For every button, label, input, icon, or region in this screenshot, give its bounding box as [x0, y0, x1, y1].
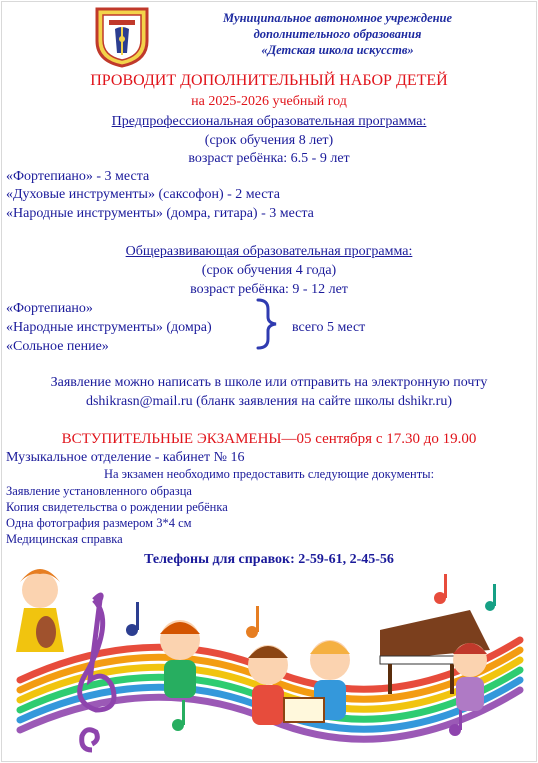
program2-item: «Сольное пение» — [6, 339, 109, 354]
docs-title: На экзамен необходимо предоставить следующие документы: — [103, 467, 435, 481]
header-line-3: «Детская школа искусств» — [261, 43, 414, 57]
program2-age: возраст ребёнка: 9 - 12 лет — [190, 282, 348, 297]
exams-heading — [0, 430, 538, 448]
music-children-illustration — [0, 560, 538, 762]
application-line-1: Заявление можно написать в школе или отправить на электронную почту — [50, 375, 488, 390]
program1-title: Предпрофессиональная образовательная программа: — [111, 114, 427, 129]
exams-department: Музыкальное отделение - кабинет № 16 — [6, 450, 245, 465]
program1-item: «Народные инструменты» (домра, гитара) - 3 места — [6, 206, 314, 221]
program1-age: возраст ребёнка: 6.5 - 9 лет — [188, 151, 350, 166]
program2-title: Общеразвивающая образовательная программа: — [125, 244, 413, 259]
header-line-1: Муниципальное автономное учреждение — [222, 11, 453, 25]
right-brace-icon — [254, 297, 280, 351]
announcement-year: на 2025-2026 учебный год — [191, 94, 347, 109]
program1-term: (срок обучения 8 лет) — [204, 133, 334, 148]
doc-item: Одна фотография размером 3*4 см — [6, 516, 192, 530]
announcement-title: ПРОВОДИТ ДОПОЛНИТЕЛЬНЫЙ НАБОР ДЕТЕЙ — [90, 72, 448, 89]
phones: Телефоны для справок: 2-59-61, 2-45-56 — [144, 552, 394, 567]
doc-item: Медицинская справка — [6, 532, 123, 546]
exams-date: —05 сентября с 17.30 до 19.00 — [281, 431, 477, 447]
program2-item: «Народные инструменты» (домра) — [6, 320, 212, 335]
program2-term: (срок обучения 4 года) — [201, 263, 337, 278]
application-line-2: dshikrasn@mail.ru (бланк заявления на сайте школы dshikr.ru) — [85, 394, 453, 409]
header-line-2: дополнительного образования — [253, 27, 422, 41]
doc-item: Копия свидетельства о рождении ребёнка — [6, 500, 228, 514]
program1-item: «Духовые инструменты» (саксофон) - 2 места — [6, 187, 280, 202]
program2-item: «Фортепиано» — [6, 301, 93, 316]
exams-title: ВСТУПИТЕЛЬНЫЕ ЭКЗАМЕНЫ — [61, 431, 282, 447]
doc-item: Заявление установленного образца — [6, 484, 192, 498]
school-emblem-logo — [93, 5, 151, 68]
program1-item: «Фортепиано» - 3 места — [6, 169, 150, 184]
program2-total: всего 5 мест — [292, 320, 366, 335]
